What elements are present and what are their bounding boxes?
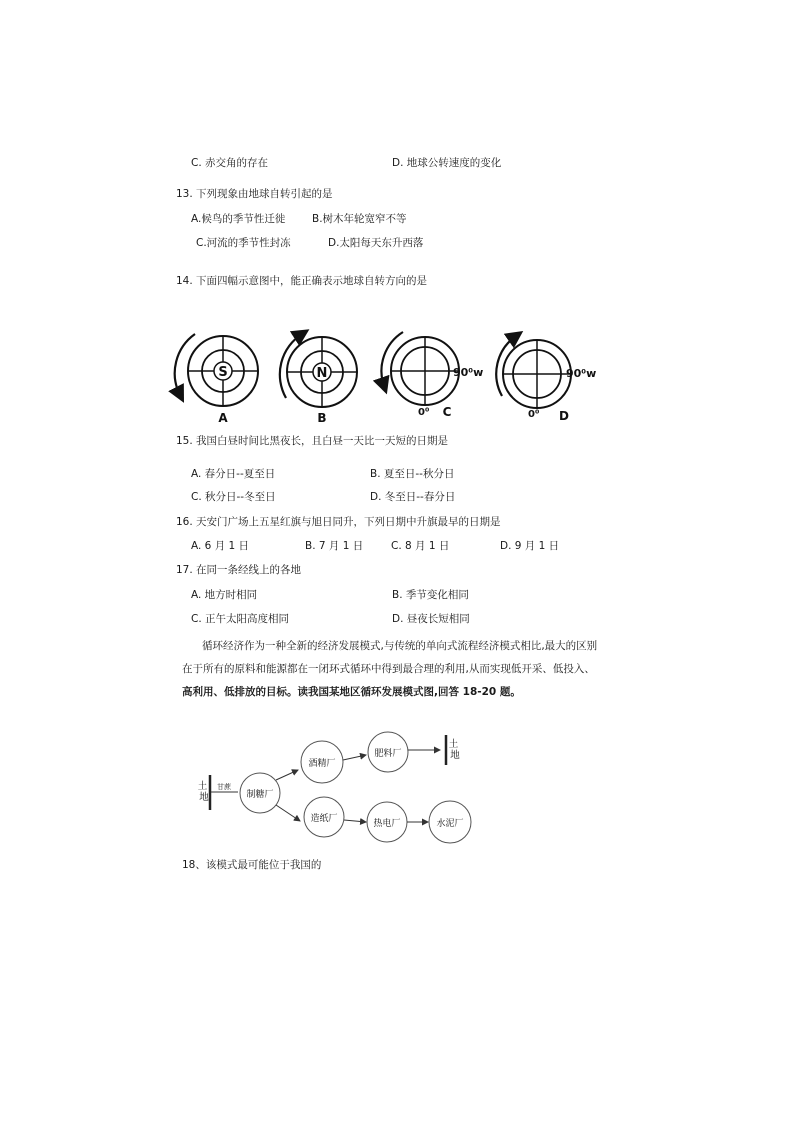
q16-option-b: B. 7 月 1 日: [305, 540, 364, 552]
q14-stem: 14. 下面四幅示意图中，能正确表示地球自转方向的是: [176, 275, 428, 287]
cane-label: 甘蔗: [217, 783, 231, 791]
passage: [182, 635, 622, 704]
q16-option-a: A. 6 月 1 日: [191, 540, 250, 552]
q17-stem: 17. 在同一条经线上的各地: [176, 564, 302, 576]
figure-b-center-label: N: [316, 366, 328, 381]
arrow-sugar-paper: [276, 805, 300, 821]
land-right-label: [449, 738, 462, 761]
land-left-char-2: 地: [199, 792, 209, 803]
q17-option-c: C. 正午太阳高度相同: [191, 613, 290, 625]
q15-option-b: B. 夏至日--秋分日: [370, 468, 455, 480]
q18-stem: 18、该模式最可能位于我国的: [182, 859, 322, 871]
figure-a-center-label: S: [218, 365, 228, 380]
figure-d-lon-label: 90⁰w: [566, 367, 597, 380]
land-right-char-2: 地: [450, 750, 460, 761]
q13-option-c: C.河流的季节性封冻: [196, 237, 291, 249]
q13-option-d: D.太阳每天东升西落: [328, 237, 424, 249]
q17-option-a: A. 地方时相同: [191, 589, 258, 601]
sugar-factory-label: 制糖厂: [246, 790, 274, 800]
q15-option-a: A. 春分日--夏至日: [191, 468, 276, 480]
paper-mill-label: 造纸厂: [310, 814, 338, 824]
q16-option-c: C. 8 月 1 日: [391, 540, 450, 552]
q15-stem: 15. 我国白昼时间比黑夜长，且白昼一天比一天短的日期是: [176, 435, 449, 447]
figure-a: [175, 334, 258, 406]
figure-d-zero-label: 0⁰: [528, 409, 540, 420]
circular-economy-diagram: [190, 725, 490, 845]
q17-option-d: D. 昼夜长短相同: [392, 613, 470, 625]
figure-c-zero-label: 0⁰: [418, 407, 430, 418]
figure-a-label: A: [218, 411, 228, 425]
figure-d-label: D: [559, 409, 569, 423]
q14-figures: [160, 320, 620, 430]
q13-stem: 13. 下列现象由地球自转引起的是: [176, 188, 333, 200]
alcohol-factory-label: 酒精厂: [308, 759, 336, 769]
land-right-char-1: 土: [448, 739, 459, 750]
passage-line-1: 循环经济作为一种全新的经济发展模式,与传统的单向式流程经济模式相比,最大的区别: [202, 640, 598, 652]
figure-c-lon-label: 90⁰w: [453, 366, 484, 379]
figure-c-label: C: [442, 405, 452, 419]
arrow-paper-power: [344, 820, 366, 822]
fertilizer-factory-label: 肥料厂: [374, 749, 402, 759]
cement-plant-label: 水泥厂: [436, 819, 464, 829]
passage-line-2: 在于所有的原料和能源都在一闭环式循环中得到最合理的利用,从而实现低开采、低投入、: [182, 663, 595, 675]
q15-option-d: D. 冬至日--春分日: [370, 491, 456, 503]
arrow-alcohol-fertilizer: [343, 755, 366, 760]
passage-line-3: 高利用、低排放的目标。读我国某地区循环发展模式图,回答 18-20 题。: [182, 686, 521, 698]
q12-option-d: D. 地球公转速度的变化: [392, 157, 502, 169]
power-plant-label: 热电厂: [373, 819, 401, 829]
q17-option-b: B. 季节变化相同: [392, 589, 469, 601]
q12-option-c: C. 赤交角的存在: [191, 157, 269, 169]
figure-d: [496, 336, 571, 408]
q15-option-c: C. 秋分日--冬至日: [191, 491, 276, 503]
land-left-char-1: 土: [197, 781, 208, 792]
figure-b-label: B: [317, 411, 327, 425]
figure-c: [381, 332, 459, 405]
arrow-sugar-alcohol: [276, 770, 298, 780]
land-left-label: [198, 780, 211, 803]
q13-option-b: B.树木年轮宽窄不等: [312, 213, 407, 225]
q13-option-a: A.候鸟的季节性迁徙: [191, 213, 286, 225]
q16-option-d: D. 9 月 1 日: [500, 540, 560, 552]
q16-stem: 16. 天安门广场上五星红旗与旭日同升，下列日期中升旗最早的日期是: [176, 516, 501, 528]
